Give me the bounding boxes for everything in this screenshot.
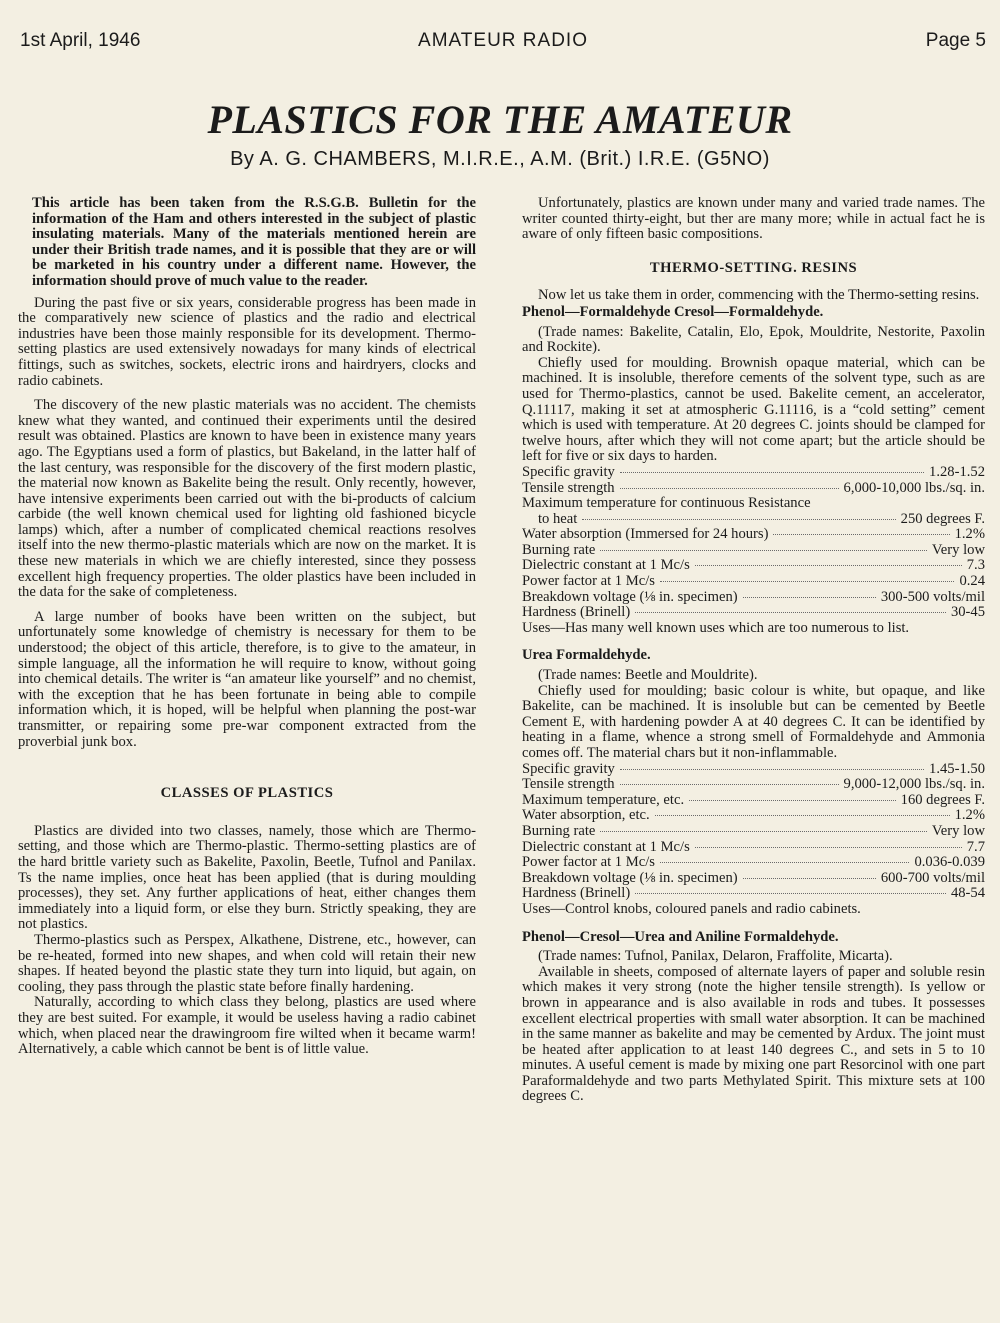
- material-heading: Urea Formaldehyde.: [522, 647, 651, 664]
- property-row: Breakdown voltage (⅛ in. specimen) 600-700 volts/mil: [522, 869, 985, 886]
- section-heading-thermo-setting: THERMO-SETTING. RESINS: [649, 259, 858, 276]
- property-row: Maximum temperature, etc. 160 degrees F.: [522, 791, 985, 808]
- material-description: Available in sheets, composed of alternate layers of paper and soluble resin which makes it very strong (note the higher tensile strength). Is yellow or brown in appearance and is also available in rods and tubes. It possesses excellent electrical properties with small water absorption. It can be machined in the same manner as bakelite and may be cemented by Ardux. The joint must be heated after application to at least 140 degrees C., and sets in 5 to 10 minutes. A useful cement is made by mixing one part Resorcinol with one part Paraformaldehyde and two parts Methylated Spirit. This mixture sets at 100 degrees C.: [522, 963, 985, 1105]
- editor-intro: This article has been taken from the R.S.G.B. Bulletin for the information of the Ham and others interested in the subject of plastic insulating materials. Many of the materials mentioned herein are under their British trade names, and it is possible that they are or will be marketed in his country under a different name. However, the information should prove of much value to the reader.: [32, 195, 476, 289]
- paragraph: Unfortunately, plastics are known under many and varied trade names. The writer counted thirty-eight, but ther are many more; while in actual fact he is aware of only fifteen basic compositions.: [522, 195, 985, 243]
- material-description: Chiefly used for moulding. Brownish opaque material, which can be machined. It is insoluble, therefore cements of the solvent type, such as are used for Thermo-plastics, cannot be used. Bakelite cement, an accelerator, Q.11117, making it set at atmospheric G.11116, is a “cold setting” cement which is used with temperature. At 20 degrees C. joints should be clamped for twelve hours, after which they will not come apart; but the article should be left for five or six days to harden.: [522, 354, 985, 465]
- property-table: [522, 762, 985, 902]
- property-table: [522, 465, 985, 621]
- article-byline: By A. G. CHAMBERS, M.I.R.E., A.M. (Brit.) I.R.E. (G5NO): [230, 148, 770, 170]
- paragraph: Naturally, according to which class they belong, plastics are used where they are best suited. For example, it would be useless having a radio cabinet which, when placed near the drawingroom fire wilted when it became warm! Alternatively, a cable which cannot be bent is of little value.: [18, 994, 476, 1058]
- trade-names: (Trade names: Beetle and Mouldrite).: [538, 667, 758, 684]
- material-uses: Uses—Has many well known uses which are too numerous to list.: [522, 619, 910, 636]
- left-column: [18, 196, 476, 1058]
- property-row: Water absorption (Immersed for 24 hours) 1.2%: [522, 526, 985, 543]
- property-row: Specific gravity 1.28-1.52: [522, 463, 985, 480]
- property-row: to heat 250 degrees F.: [538, 510, 985, 527]
- issue-date: 1st April, 1946: [20, 30, 141, 51]
- paragraph: A large number of books have been written on the subject, but unfortunately some knowledge of chemistry is necessary for them to be understood; the object of this article, therefore, is to give to the amateur, in simple language, all the information he will require to know, without going into chemical details. The writer is “an amateur like yourself” and no chemist, with the exception that he has been fortunate in being able to compile information which, it is hoped, will be helpful when planning the post-war transmitter, or repairing some pre-war component extracted from the proverbial junk box.: [18, 608, 476, 750]
- property-row: Specific gravity 1.45-1.50: [522, 760, 985, 777]
- property-row: Tensile strength 9,000-12,000 lbs./sq. in.: [522, 776, 985, 793]
- page-number: Page 5: [925, 30, 986, 51]
- property-row: Hardness (Brinell) 48-54: [522, 885, 985, 902]
- property-row: Hardness (Brinell) 30-45: [522, 604, 985, 621]
- property-row: Dielectric constant at 1 Mc/s 7.7: [522, 838, 985, 855]
- property-row: Burning rate Very low: [522, 541, 985, 558]
- material-heading: Phenol—Cresol—Urea and Aniline Formaldehyde.: [522, 928, 839, 945]
- right-column: [522, 196, 985, 1105]
- section-heading-classes: CLASSES OF PLASTICS: [160, 785, 334, 802]
- paragraph: Thermo-plastics such as Perspex, Alkathene, Distrene, etc., however, can be re-heated, formed into new shapes, and when cold will retain their new shapes. If heated beyond the plastic state they turn into liquid, but again, on cooling, they pass through the plastic state before finally hardening.: [18, 931, 476, 995]
- property-row: Dielectric constant at 1 Mc/s 7.3: [522, 557, 985, 574]
- article-title: PLASTICS FOR THE AMATEUR: [207, 97, 793, 142]
- material-heading: Phenol—Formaldehyde Cresol—Formaldehyde.: [522, 303, 824, 320]
- paragraph: During the past five or six years, considerable progress has been made in the comparatively new science of plastics and the radio and electrical industries have been those mainly responsible for its development. Thermo-setting plastics are used extensively nowadays for many kinds of electrical fittings, such as switches, sockets, electric irons and hairdryers, clocks and radio cabinets.: [18, 294, 476, 389]
- publication-name: AMATEUR RADIO: [418, 30, 588, 51]
- trade-names: (Trade names: Tufnol, Panilax, Delaron, Fraffolite, Micarta).: [538, 948, 893, 965]
- running-header: [20, 30, 986, 56]
- property-row: Tensile strength 6,000-10,000 lbs./sq. in.: [522, 479, 985, 496]
- property-row: Burning rate Very low: [522, 822, 985, 839]
- property-row: Power factor at 1 Mc/s 0.036-0.039: [522, 854, 985, 871]
- paragraph: Plastics are divided into two classes, namely, those which are Thermo-setting, and those which are Thermo-plastic. Thermo-setting plastics are of the hard brittle variety such as Bakelite, Paxolin, Beetle, Tufnol and Panilax. Ts the name implies, once heat has been applied (that is during moulding processes), they set. Any further applications of heat, either changes them immediately into a liquid form, or else they burn. Strictly speaking, they are not plastics.: [18, 822, 476, 933]
- property-row: Maximum temperature for continuous Resistance: [522, 495, 811, 512]
- property-row: Power factor at 1 Mc/s 0.24: [522, 573, 985, 590]
- trade-names: (Trade names: Bakelite, Catalin, Elo, Epok, Mouldrite, Nestorite, Paxolin and Rockite).: [522, 323, 985, 356]
- paragraph: Now let us take them in order, commencing with the Thermo-setting resins.: [538, 287, 980, 304]
- property-row: Water absorption, etc. 1.2%: [522, 807, 985, 824]
- material-uses: Uses—Control knobs, coloured panels and radio cabinets.: [522, 900, 861, 917]
- paragraph: The discovery of the new plastic materials was no accident. The chemists knew what they wanted, and continued their experiments until the desired result was obtained. Plastics are known to have been in existence many years ago. The Egyptians used a form of plastics, but Bakeland, in the latter half of the last century, was responsible for the discovery of the first modern plastic, the material now known as Bakelite being the result. Only recently, however, have intensive experiments been carried out with the bi-products of calcium carbide (the well known chemical used for lighting old fashioned bicycle lamps) which, after a number of complicated chemical reactions resolves itself into the new thermo-plastic materials which are now on the market. It is these new materials in which we are chiefly interested, since they possess excellent high frequency properties. The older plastics have been included in the data for the sake of completeness.: [18, 397, 476, 601]
- material-description: Chiefly used for moulding; basic colour is white, but opaque, and like Bakelite, can be machined. It is insoluble but can be cemented by Beetle Cement E, with hardening powder A at 40 degrees C. It can be identified by heating in a flame, whence a strong smell of Formaldehyde and Ammonia comes off. The material chars but it non-inflammable.: [522, 682, 985, 761]
- property-row: Breakdown voltage (⅛ in. specimen) 300-500 volts/mil: [522, 588, 985, 605]
